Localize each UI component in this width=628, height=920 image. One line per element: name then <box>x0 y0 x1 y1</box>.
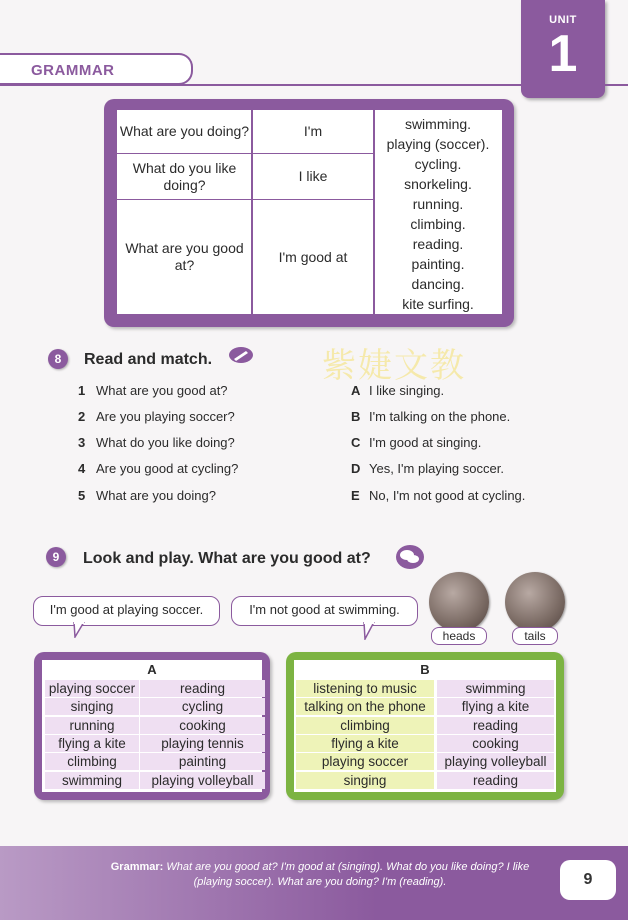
watermark: 紫婕文教 <box>322 346 466 386</box>
box_b-activity-1-3: climbing <box>296 717 434 734</box>
match-answer-b: B I'm talking on the phone. <box>351 409 511 424</box>
footer-label: Grammar: <box>110 861 164 873</box>
match-answer-d: D Yes, I'm playing soccer. <box>351 461 504 476</box>
speech-bubble-1: I'm good at playing soccer. <box>33 596 220 626</box>
grammar-answer-1: I'm <box>251 109 375 154</box>
speaking-icon <box>395 544 425 570</box>
box-a-title: A <box>147 662 157 677</box>
grammar-objects <box>373 109 503 315</box>
grammar-object: climbing. <box>410 216 466 232</box>
box_a-activity-2-1: reading <box>140 680 265 697</box>
coin-tails-label: tails <box>512 627 558 645</box>
box_b-activity-2-3: reading <box>437 717 554 734</box>
bubble-tail-2 <box>362 622 376 640</box>
page-number: 9 <box>560 860 616 900</box>
match-question-4: 4 Are you good at cycling? <box>78 461 239 476</box>
footer-text: What are you good at? I'm good at (singing). What do you like doing? I like (playing soccer). What are you doing? I'm (reading). <box>166 861 530 888</box>
box_a-activity-1-6: swimming <box>45 772 139 789</box>
box_a-activity-2-6: playing volleyball <box>140 772 265 789</box>
box_a-activity-2-2: cycling <box>140 698 265 715</box>
match-question-1: 1 What are you good at? <box>78 383 228 398</box>
match-question-5: 5 What are you doing? <box>78 488 216 503</box>
box_b-activity-2-2: flying a kite <box>437 698 554 715</box>
box_a-activity-2-5: painting <box>140 753 265 770</box>
unit-number: 1 <box>548 25 578 83</box>
grammar-object: snorkeling. <box>404 176 472 192</box>
grammar-object: kite surfing. <box>402 296 474 312</box>
match-answer-a: A I like singing. <box>351 383 445 398</box>
grammar-header <box>0 53 193 85</box>
grammar-table <box>116 109 503 315</box>
grammar-question-2: What do you like doing? <box>116 153 253 200</box>
pencil-icon <box>228 346 254 364</box>
grammar-object: running. <box>412 196 464 212</box>
grammar-answer-3: I'm good at <box>251 199 375 315</box>
box_b-activity-1-5: playing soccer <box>296 753 434 770</box>
exercise-9-badge: 9 <box>46 547 66 567</box>
grammar-object: dancing. <box>411 276 465 292</box>
coin-heads-image <box>429 572 489 632</box>
box_a-activity-1-2: singing <box>45 698 139 715</box>
match-question-3: 3 What do you like doing? <box>78 435 235 450</box>
bubble-tail-1 <box>72 622 86 638</box>
box_b-activity-2-4: cooking <box>437 735 554 752</box>
box_b-activity-2-5: playing volleyball <box>437 753 554 770</box>
exercise-9-title: Look and play. What are you good at? <box>83 550 371 567</box>
box_a-activity-1-1: playing soccer <box>45 680 139 697</box>
match-question-2: 2 Are you playing soccer? <box>78 409 235 424</box>
box_b-activity-2-6: reading <box>437 772 554 789</box>
grammar-question-3: What are you good at? <box>116 199 253 315</box>
match-answer-c: C I'm good at singing. <box>351 435 482 450</box>
grammar-title: GRAMMAR <box>31 62 115 79</box>
unit-label: UNIT <box>549 14 577 26</box>
grammar-object: playing (soccer). <box>386 136 490 152</box>
speech-bubble-2: I'm not good at swimming. <box>231 596 418 626</box>
grammar-object: cycling. <box>414 156 462 172</box>
grammar-object: swimming. <box>404 116 472 132</box>
box_a-activity-2-3: cooking <box>140 717 265 734</box>
box_a-activity-2-4: playing tennis <box>140 735 265 752</box>
box_a-activity-1-5: climbing <box>45 753 139 770</box>
exercise-8-title: Read and match. <box>84 351 213 368</box>
box_b-activity-1-6: singing <box>296 772 434 789</box>
grammar-object: painting. <box>411 256 465 272</box>
box_b-activity-2-1: swimming <box>437 680 554 697</box>
page-footer <box>0 846 628 920</box>
coin-tails-image <box>505 572 565 632</box>
grammar-answer-2: I like <box>251 153 375 200</box>
box_b-activity-1-4: flying a kite <box>296 735 434 752</box>
match-answer-e: E No, I'm not good at cycling. <box>351 488 526 503</box>
grammar-table-frame <box>104 99 514 327</box>
box_a-activity-1-4: flying a kite <box>45 735 139 752</box>
coin-heads-label: heads <box>431 627 487 645</box>
grammar-object: reading. <box>412 236 464 252</box>
box_b-activity-1-1: listening to music <box>296 680 434 697</box>
footer-grammar-note <box>90 860 550 890</box>
box_a-activity-1-3: running <box>45 717 139 734</box>
box-b-title: B <box>420 662 430 677</box>
grammar-question-1: What are you doing? <box>116 109 253 154</box>
exercise-8-badge: 8 <box>48 349 68 369</box>
box_b-activity-1-2: talking on the phone <box>296 698 434 715</box>
